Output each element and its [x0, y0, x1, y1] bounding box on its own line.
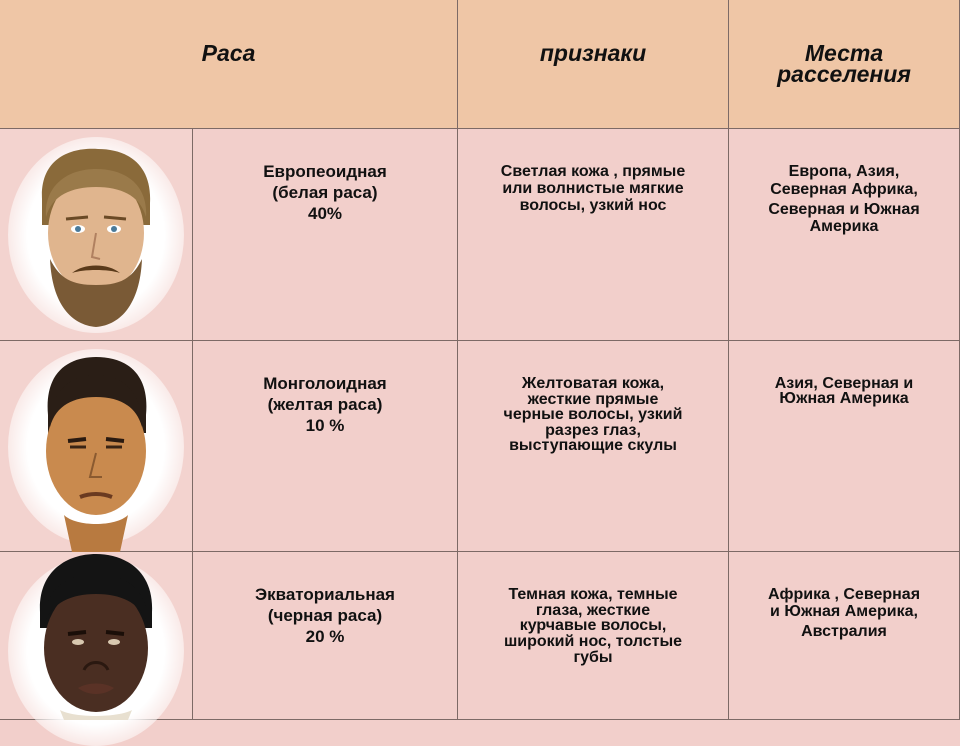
places-line: Южная Америка — [779, 390, 909, 407]
places-cell-mongoloid — [729, 341, 960, 552]
caucasoid-portrait — [0, 129, 193, 341]
race-percent: 20 % — [305, 627, 345, 646]
header-places-line1: Места — [804, 40, 884, 66]
places-line: Австралия — [801, 623, 887, 640]
features-line: разрез глаз, — [545, 422, 641, 439]
places-cell-equatorial — [729, 552, 960, 720]
mongoloid-portrait — [0, 341, 193, 552]
places-line: Европа, Азия, — [788, 163, 900, 180]
places-cell-caucasoid — [729, 129, 960, 341]
race-cell-equatorial — [193, 552, 458, 720]
places-line: Северная и Южная — [768, 201, 920, 218]
features-line: выступающие скулы — [509, 437, 677, 454]
features-cell-mongoloid — [458, 341, 729, 552]
header-features-cell — [458, 0, 729, 129]
features-cell-caucasoid — [458, 129, 729, 341]
race-percent: 40% — [307, 204, 343, 223]
places-line: Азия, Северная и — [774, 375, 914, 392]
race-subtitle: (черная раса) — [267, 606, 383, 625]
features-line: курчавые волосы, — [519, 617, 667, 634]
race-name: Экваториальная — [255, 585, 395, 604]
features-line: губы — [573, 649, 613, 666]
race-subtitle: (белая раса) — [272, 183, 378, 202]
features-line: широкий нос, толстые — [503, 633, 683, 650]
places-line: Северная Африка, — [770, 181, 918, 198]
race-name: Монголоидная — [263, 374, 387, 393]
header-places-line2: расселения — [777, 61, 911, 87]
features-line: черные волосы, узкий — [503, 406, 683, 423]
header-race: Раса — [201, 40, 256, 66]
header-race-cell — [0, 0, 458, 129]
places-line: и Южная Америка, — [770, 603, 918, 620]
features-line: Светлая кожа , прямые — [500, 163, 686, 180]
equatorial-portrait — [0, 552, 193, 720]
features-line: или волнистые мягкие — [502, 180, 684, 197]
features-line: жесткие прямые — [527, 391, 659, 408]
race-cell-caucasoid — [193, 129, 458, 341]
race-percent: 10 % — [305, 416, 345, 435]
header-places-cell — [729, 0, 960, 129]
photo-cell-caucasoid — [0, 129, 193, 341]
places-line: Африка , Северная — [767, 586, 921, 603]
places-line: Америка — [809, 218, 879, 235]
features-line: Желтоватая кожа, — [521, 375, 665, 392]
features-cell-equatorial — [458, 552, 729, 720]
header-features: признаки — [539, 40, 647, 66]
features-line: волосы, узкий нос — [519, 197, 667, 214]
race-subtitle: (желтая раса) — [267, 395, 383, 414]
photo-cell-mongoloid — [0, 341, 193, 552]
photo-cell-equatorial — [0, 552, 193, 720]
race-cell-mongoloid — [193, 341, 458, 552]
features-line: глаза, жесткие — [535, 602, 651, 619]
race-name: Европеоидная — [263, 162, 387, 181]
features-line: Темная кожа, темные — [508, 586, 678, 603]
